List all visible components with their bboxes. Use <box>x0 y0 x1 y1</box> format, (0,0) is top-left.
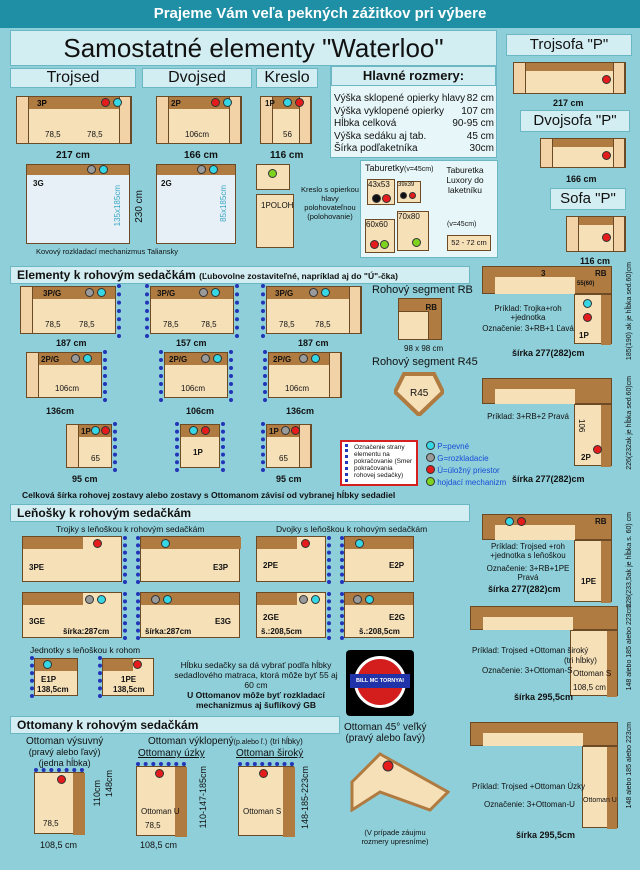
seat-label: 78,5 <box>163 320 179 329</box>
ottoman-45-shape <box>350 752 450 812</box>
lenosky-title-text: Leňošky k rohovým sedačkám <box>17 506 192 520</box>
taburet-60x60 <box>365 219 395 253</box>
continuation-marker <box>103 350 107 402</box>
continuation-marker <box>340 536 344 584</box>
dvojsed-2g-bed <box>156 164 236 244</box>
kreslo-width: 116 cm <box>270 150 304 161</box>
example-3 <box>482 514 628 614</box>
element-2pg-1 <box>26 352 102 398</box>
lenoska-e2g <box>344 592 414 638</box>
element-1p-1 <box>66 424 112 468</box>
lenosky-sub1: Trojky s leňoškou k rohovým sedačkám <box>56 524 205 534</box>
ottoman-note: U Ottomanov môže byť rozkladací mechanizmus aj šuflíkový GB <box>187 690 325 710</box>
dimension-label: Výška sklopené opierky hlavy <box>334 93 466 104</box>
ott-vyklopeny <box>148 736 303 747</box>
legend-u-text: Ú=úložný priestor <box>437 466 500 475</box>
kreslo-1p <box>260 96 312 144</box>
code-label: 1P <box>81 427 91 436</box>
tab-dvojsed: Dvojsed <box>142 68 252 88</box>
continuation-marker <box>30 656 34 698</box>
code-label: E3G <box>215 617 232 626</box>
h148: 148cm <box>104 770 114 798</box>
element-2pg-3 <box>268 352 342 398</box>
jednotka-e1p <box>34 658 78 696</box>
continuation-marker <box>175 422 179 472</box>
ex2-side: 226(232ak je hĺbka sed.60)cm <box>626 376 633 470</box>
ott-siroky-label: Ottoman široký <box>236 748 304 759</box>
seat-label: 106cm <box>285 384 310 393</box>
seat-label: 78,5 <box>145 821 161 830</box>
ex2-text: Príklad: 3+RB+2 Pravá <box>487 412 569 421</box>
taburetky-title <box>365 163 433 173</box>
polohy-label: 1POLOH <box>261 201 294 210</box>
sofa-title: Sofa "P" <box>550 188 626 210</box>
continuation-marker <box>123 592 127 640</box>
h110: 110cm <box>92 780 102 807</box>
ex4-shape <box>470 606 618 630</box>
ex3-leg <box>574 540 612 602</box>
page-title: Samostatné elementy "Waterloo" <box>63 33 444 63</box>
example-2 <box>482 378 628 484</box>
page-title-box <box>10 30 497 66</box>
ott-45 <box>344 722 427 744</box>
rohove-title <box>10 266 470 284</box>
continuation-marker <box>261 422 265 472</box>
vysuvny-sub: (pravý alebo ľavý) <box>28 747 101 757</box>
lenosky-title <box>10 504 470 522</box>
jednotky-title: Jednotky s leňoškou k rohom <box>30 645 141 655</box>
element-3pg-2 <box>150 286 234 334</box>
ottoman-s <box>238 766 294 836</box>
kreslo-recliner <box>256 164 290 190</box>
continuation-marker <box>263 350 267 402</box>
code-label: E3P <box>213 563 229 572</box>
width-label: š.:208,5cm <box>359 627 400 636</box>
code-label: E1P <box>41 675 57 684</box>
width-106: 106cm <box>186 406 215 416</box>
vysuvny-title: Ottoman výsuvný <box>26 736 104 747</box>
code-label: 1PE <box>581 577 597 586</box>
continuation-marker <box>136 592 140 640</box>
code-label: RB <box>425 303 437 312</box>
example-1 <box>482 266 628 356</box>
continuation-marker <box>136 762 186 766</box>
width-label: š.:208,5cm <box>261 627 302 636</box>
ex3-shape <box>482 514 612 540</box>
mechanism-note: Kovový rozkladací mechanizmus Taliansky <box>36 247 179 256</box>
width-136: 136cm <box>46 406 75 416</box>
dimension-value: 82 cm <box>466 93 494 104</box>
tab-kreslo: Kreslo <box>256 68 318 88</box>
seat-label: 106 <box>577 419 586 433</box>
dvojsofa-width: 166 cm <box>566 174 597 184</box>
vysuvny-sub2: (jedna hĺbka) <box>38 758 91 768</box>
hlbka-text: Hĺbku sedačky sa dá vybrať podľa hĺbky sedadlového matraca, ktorá môže byť 55 aj 60 cm <box>174 660 338 690</box>
code-label: 3P/G <box>275 289 294 298</box>
code-label: E2P <box>389 561 405 570</box>
seat-label: 78,5 <box>45 130 61 139</box>
ex5-text: Príklad: Trojsed +Ottoman Úzky <box>472 782 586 791</box>
rb-segment <box>398 298 442 340</box>
taburet-70x80 <box>397 211 429 251</box>
code-label: 3GE <box>29 617 46 626</box>
code-label: 2P/G <box>169 355 188 364</box>
legend-text: Označenie strany elementu na pokračovanie (Smer pokračovania rohovej sedačky) <box>354 444 413 479</box>
taburet-label: 60x60 <box>366 220 388 229</box>
continuation-marker <box>145 284 149 338</box>
dimension-label: Výška sedáku aj tab. <box>334 130 427 142</box>
ex4-text: Príklad: Trojsed +Ottoman široký <box>472 646 589 655</box>
ex5-leg <box>582 746 618 828</box>
dimension-row <box>334 93 494 106</box>
dimensions-title: Hlavné rozmery: <box>331 66 496 86</box>
ex4-code: Označenie: 3+Ottoman-S <box>482 666 573 675</box>
ex3-text: Príklad: Trojsed +roh +jednotka s leňoškou <box>490 542 566 560</box>
continuation-marker <box>113 422 117 472</box>
code-label: 3P/G <box>43 289 62 298</box>
continuation-marker <box>229 350 233 402</box>
ex1-shape <box>482 266 612 294</box>
ex3-side: 228(233,5ak je hĺbka s. 60) cm <box>626 512 633 608</box>
example-4 <box>470 606 628 706</box>
dimension-label: Výška vyklopené opierky <box>334 105 445 117</box>
continuation-marker <box>261 284 265 338</box>
vyklopeny-title: Ottoman výklopený <box>148 736 234 747</box>
width-95: 95 cm <box>72 474 98 484</box>
trojsofa-title: Trojsofa "P" <box>506 34 632 56</box>
continuation-marker <box>98 656 102 698</box>
dimension-row <box>334 118 494 131</box>
ottoman-45-svg <box>350 752 450 812</box>
code-label: RB <box>595 517 607 526</box>
dimension-value: 30cm <box>469 143 494 154</box>
h148185: 148-185-223cm <box>300 766 310 830</box>
jednotka-1pe <box>102 658 154 696</box>
ex5-code: Označenie: 3+Ottoman-U <box>484 800 575 809</box>
tri-hlbky: (tri hĺbky) <box>269 737 303 746</box>
o45-title: Ottoman 45° veľký <box>344 722 427 733</box>
code-label: R45 <box>410 388 429 399</box>
dimensions-box <box>330 66 497 158</box>
continuation-marker <box>235 284 239 338</box>
dimension-label: Šírka podľaketníka <box>334 143 418 154</box>
width-label: šírka:287cm <box>145 627 192 636</box>
taburet-43x53 <box>367 179 395 205</box>
ex1-text: Príklad: Trojka+roh +jednotka <box>494 304 562 322</box>
continuation-marker <box>123 536 127 584</box>
width-label: 138,5cm <box>37 685 69 694</box>
ottoman-label: Ottoman U <box>141 807 180 816</box>
element-1p-2 <box>180 424 220 468</box>
dimension-value: 107 cm <box>461 105 494 117</box>
ex1-side: 185(190) ak je hĺbka sed.60)cm <box>626 262 633 361</box>
taburet-label: 70x80 <box>398 212 420 221</box>
continuation-marker <box>221 422 225 472</box>
lenoska-2ge <box>256 592 326 638</box>
lenoska-e2p <box>344 536 414 582</box>
width-136b: 136cm <box>286 406 315 416</box>
code-label: 2PE <box>263 561 279 570</box>
luxory-sub: (v=45cm) <box>447 221 477 228</box>
hlbka-note <box>170 660 342 710</box>
ex2-width: šírka 277(282)cm <box>512 474 585 484</box>
ott-uzky-label: Ottomany úzky <box>138 748 205 759</box>
ottoman-vysuvny <box>34 772 84 834</box>
ex5-side: 148 alebo 185 alebo 223cm <box>626 722 633 809</box>
code-label: 2P <box>581 453 591 462</box>
code-label: 3P <box>37 99 47 108</box>
continuation-marker <box>159 350 163 402</box>
dimensions-list <box>334 93 494 156</box>
seat-label: 78,5 <box>201 320 217 329</box>
ex1-width: šírka 277(282)cm <box>512 348 585 358</box>
luxory-width: 52 - 72 cm <box>447 235 491 251</box>
dvojsofa-shape <box>540 138 626 168</box>
taburet-39x39 <box>397 181 421 203</box>
lenoska-3pe <box>22 536 122 582</box>
logo-text: BILL MC TORNYAI <box>350 674 410 688</box>
trojsed-3g-bed <box>26 164 130 244</box>
code-label: 1P <box>579 331 589 340</box>
seat-label: 78,5 <box>43 819 59 828</box>
w108-b: 108,5 cm <box>140 840 178 850</box>
code-label: 2P <box>171 99 181 108</box>
vyklopeny-sub: (p.alebo ľ.) <box>233 739 268 746</box>
width-label: šírka:287cm <box>63 627 110 636</box>
trojsofa-shape <box>513 62 626 94</box>
kreslo-open <box>256 194 294 248</box>
code-label: RB <box>595 269 607 278</box>
ex3-code: Označenie: 3+RB+1PE Pravá <box>486 564 570 582</box>
legend-g-text: G=rozkladacie <box>437 454 489 463</box>
dvojsed-2p <box>156 96 242 144</box>
seat-label: 78,5 <box>315 320 331 329</box>
seat-label: 78,5 <box>87 130 103 139</box>
continuation-marker <box>136 536 140 584</box>
lenoska-3ge <box>22 592 122 638</box>
continuation-marker <box>238 762 294 766</box>
trojsofa-width: 217 cm <box>553 98 584 108</box>
bed-size: 85x185cm <box>219 185 228 222</box>
continuation-marker <box>34 768 84 772</box>
legend-p-text: P=pevné <box>437 442 470 451</box>
element-3pg-3 <box>266 286 362 334</box>
seat-label: 106cm <box>185 130 210 139</box>
dvojsofa-title: Dvojsofa "P" <box>520 110 630 132</box>
continuation-marker <box>117 284 121 338</box>
code-label: 2GE <box>263 613 280 622</box>
code-label: 1PE <box>121 675 137 684</box>
ottoman-u <box>136 766 186 836</box>
legend-box <box>340 440 418 486</box>
ottoman-label: Ottoman U <box>583 797 617 804</box>
trojsed-width: 217 cm <box>56 150 90 161</box>
sofa-shape <box>566 216 626 252</box>
seat-label: 56 <box>283 130 292 139</box>
seat-label: 106cm <box>55 384 80 393</box>
ott-vysuvny <box>26 736 103 769</box>
width-95b: 95 cm <box>276 474 302 484</box>
seat-label: 78,5 <box>279 320 295 329</box>
width-label: 108,5 cm <box>573 683 606 692</box>
tab-trojsed: Trojsed <box>10 68 136 88</box>
kreslo-note: Kreslo s opierkou hlavy polohovateľnou (polohovanie) <box>301 185 359 221</box>
taburetky-box <box>360 160 498 258</box>
ottoman-label: Ottoman S <box>243 807 282 816</box>
code-label: 2P/G <box>41 355 60 364</box>
lenoska-2pe <box>256 536 326 582</box>
code-label: 1P <box>193 448 203 457</box>
code-label: 2P/G <box>273 355 292 364</box>
ex4-tri: (tri hĺbky) <box>564 656 597 665</box>
rohove-title-sub: (Ľubovolne zostaviteľné, napríklad aj do "Ú"-čka) <box>199 271 398 281</box>
brand-logo <box>346 650 414 716</box>
dimension-label: Hĺbka celková <box>334 118 397 129</box>
ex2-shape <box>482 378 612 404</box>
dimension-row <box>334 131 494 144</box>
rohove-title-text: Elementy k rohovým sedačkám <box>17 268 196 282</box>
dimension-row <box>334 143 494 156</box>
width-187b: 187 cm <box>298 338 329 348</box>
seat-label: 78,5 <box>45 320 61 329</box>
ex5-shape <box>470 722 618 746</box>
ottomany-title <box>10 716 340 734</box>
taburet-label: 39x39 <box>398 182 415 188</box>
ex4-side: 148 alebo 185 alebo 223cm <box>626 604 633 691</box>
lenoska-e3p <box>140 536 240 582</box>
r45-title: Rohový segment R45 <box>372 356 478 368</box>
dvojsed-width: 166 cm <box>184 150 218 161</box>
ex1-code: Označenie: 3+RB+1 Ľavá <box>482 324 574 333</box>
code-label: E2G <box>389 613 406 622</box>
bed-size: 135x185cm <box>113 185 122 227</box>
code-label: 1P <box>269 427 279 436</box>
seat-label: 78,5 <box>79 320 95 329</box>
seat-label: 65 <box>91 454 100 463</box>
trojsed-3p <box>16 96 132 144</box>
example-5 <box>470 722 628 842</box>
ex1-leg <box>574 294 612 344</box>
ottoman-label: Ottoman S <box>573 669 612 678</box>
width-187: 187 cm <box>56 338 87 348</box>
ex5-width: šírka 295,5cm <box>516 830 576 840</box>
continuation-marker <box>327 536 331 584</box>
code-label: 2G <box>161 179 172 188</box>
lenosky-sub2: Dvojky s leňoškou k rohovým sedačkám <box>276 524 428 534</box>
r45-segment <box>394 372 444 416</box>
taburetky-title-text: Taburetky <box>365 163 405 173</box>
o45-note: (V prípade záujmu rozmery upresníme) <box>361 828 429 846</box>
dimension-value: 90-95 cm <box>452 118 494 129</box>
luxory-title: Taburetka Luxory do laketníku <box>446 165 484 195</box>
seat-label: 106cm <box>181 384 206 393</box>
element-2pg-2 <box>164 352 228 398</box>
lenoska-e3g <box>140 592 240 638</box>
code-label: 3PE <box>29 563 45 572</box>
rb-dim: 98 x 98 cm <box>404 344 444 353</box>
w108-a: 108,5 cm <box>40 840 78 850</box>
ex2-leg <box>574 404 612 466</box>
taburet-label: 43x53 <box>368 180 390 189</box>
element-3pg-1 <box>20 286 116 334</box>
code-label: 1P <box>265 99 275 108</box>
code-label: 3P/G <box>157 289 176 298</box>
o45-sub: (pravý alebo ľavý) <box>345 733 426 744</box>
taburetky-sub: (v=45cm) <box>404 166 434 173</box>
continuation-marker <box>327 592 331 640</box>
code-label: 55(60) <box>577 281 595 287</box>
code-label: 3G <box>33 179 44 188</box>
dimension-row <box>334 106 494 119</box>
h110147: 110-147-185cm <box>198 766 208 829</box>
width-label: 138,5cm <box>113 685 145 694</box>
ex4-width: šírka 295,5cm <box>514 692 574 702</box>
code-label: 3 <box>541 269 546 278</box>
width-157: 157 cm <box>176 338 207 348</box>
continuation-marker <box>340 592 344 640</box>
sofa-width: 116 cm <box>580 256 611 266</box>
ottomany-title-text: Ottomany k rohovým sedačkám <box>17 718 199 732</box>
seat-label: 65 <box>279 454 288 463</box>
element-1p-3 <box>266 424 312 468</box>
rb-title: Rohový segment RB <box>372 284 473 296</box>
height-230-label: 230 cm <box>134 190 145 223</box>
legend-h-text: hojdací mechanizm <box>437 478 507 487</box>
header-banner: Prajeme Vám veľa pekných zážitkov pri výbere <box>0 0 640 28</box>
ex3-width: šírka 277(282)cm <box>488 584 561 594</box>
dimension-value: 45 cm <box>466 130 494 142</box>
total-width-note: Celková šírka rohovej zostavy alebo zostavy s Ottomanom závisí od vybranej hĺbky sedadiel <box>22 490 396 500</box>
